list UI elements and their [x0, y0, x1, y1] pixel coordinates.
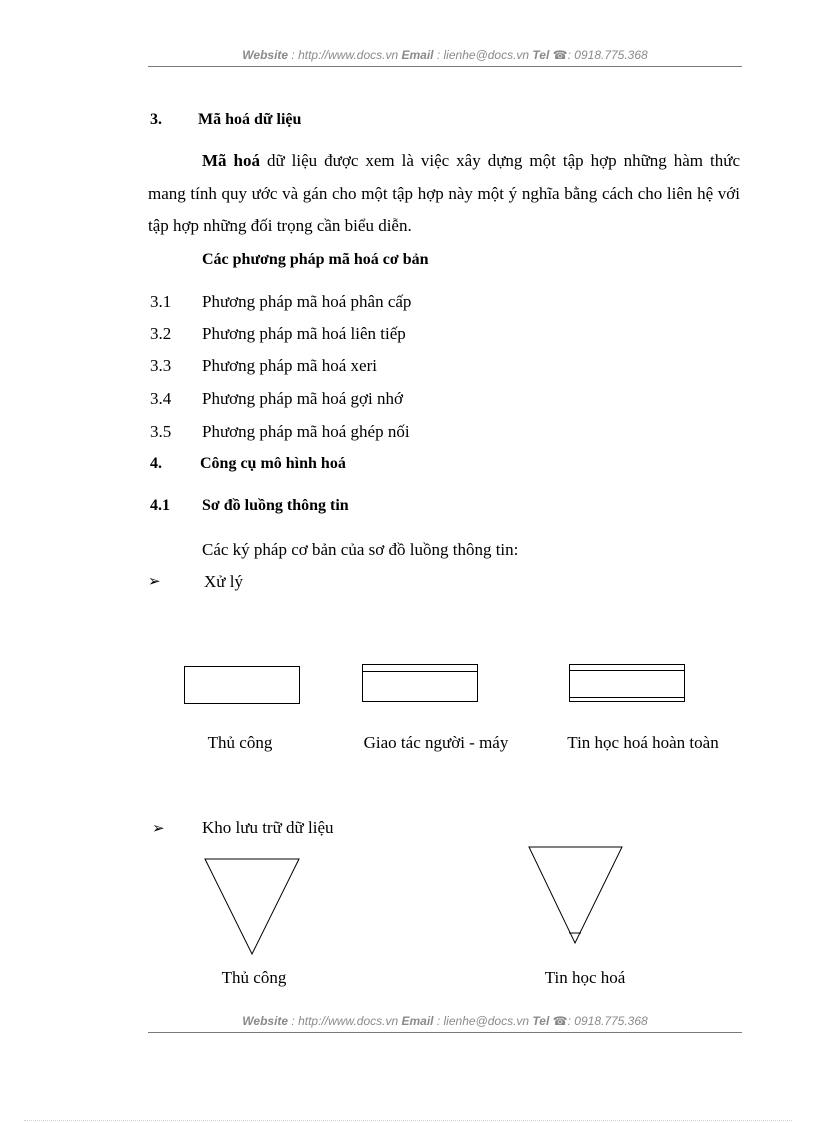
method-label: Phương pháp mã hoá phân cấp [202, 292, 412, 311]
method-number: 3.4 [150, 389, 172, 408]
storage-caption-computerized: Tin học hoá [544, 968, 626, 987]
email-value: : lienhe@docs.vn [436, 1014, 530, 1028]
methods-subheading: Các phương pháp mã hoá cơ bản [202, 251, 429, 268]
method-number: 3.1 [150, 292, 172, 311]
page-footer [148, 1014, 742, 1028]
bullet-arrow-icon: ➢ [148, 572, 161, 590]
section-3-title: Mã hoá dữ liệu [198, 111, 302, 128]
section-4-1-title: Sơ đồ luồng thông tin [202, 497, 349, 514]
method-label: Phương pháp mã hoá gợi nhớ [202, 389, 403, 408]
tel-value: : 0918.775.368 [567, 1014, 648, 1028]
processing-label: Xử lý [204, 572, 243, 591]
storage-label: Kho lưu trữ dữ liệu [202, 818, 334, 837]
processing-caption-human-machine: Giao tác người - máy [363, 733, 509, 752]
section-3-number: 3. [150, 111, 162, 128]
phone-icon: ☎ [552, 1014, 568, 1028]
method-number: 3.2 [150, 324, 172, 343]
method-label: Phương pháp mã hoá ghép nối [202, 422, 410, 441]
email-label: Email [401, 1014, 434, 1028]
method-number: 3.5 [150, 422, 172, 441]
processing-caption-manual: Thủ công [207, 733, 273, 752]
method-number: 3.3 [150, 356, 172, 375]
email-value: : lienhe@docs.vn [436, 48, 530, 62]
tel-label: Tel [532, 1014, 550, 1028]
footer-divider [148, 1032, 742, 1033]
tel-value: : 0918.775.368 [567, 48, 648, 62]
notation-intro: Các ký pháp cơ bản của sơ đồ luồng thông tin: [202, 540, 519, 559]
website-value: : http://www.docs.vn [291, 48, 399, 62]
manual-storage-triangle [205, 859, 299, 954]
section-4-title: Công cụ mô hình hoá [200, 455, 346, 472]
website-label: Website [242, 1014, 289, 1028]
storage-caption-manual: Thủ công [221, 968, 287, 987]
computerized-storage-triangle [529, 847, 622, 943]
website-value: : http://www.docs.vn [291, 1014, 399, 1028]
tel-label: Tel [532, 48, 550, 62]
section-4-1-number: 4.1 [150, 497, 170, 514]
phone-icon: ☎ [552, 48, 568, 62]
page-edge-dots [24, 1120, 792, 1121]
para-bold-term: Mã hoá [202, 151, 260, 170]
method-label: Phương pháp mã hoá liên tiếp [202, 324, 406, 343]
email-label: Email [401, 48, 434, 62]
method-label: Phương pháp mã hoá xeri [202, 356, 377, 375]
para-text: dữ liệu được xem là việc xây dựng một tập hợp những hàm thức mang tính quy ước và gán cho một tập hợp này một ý nghĩa bằng cách cho liên hệ với tập hợp những đối trọng cần biểu diễn. [148, 151, 740, 235]
section-4-number: 4. [150, 455, 162, 472]
website-label: Website [242, 48, 289, 62]
processing-caption-computerized: Tin học hoá hoàn toàn [567, 733, 719, 752]
bullet-arrow-icon: ➢ [152, 819, 165, 837]
